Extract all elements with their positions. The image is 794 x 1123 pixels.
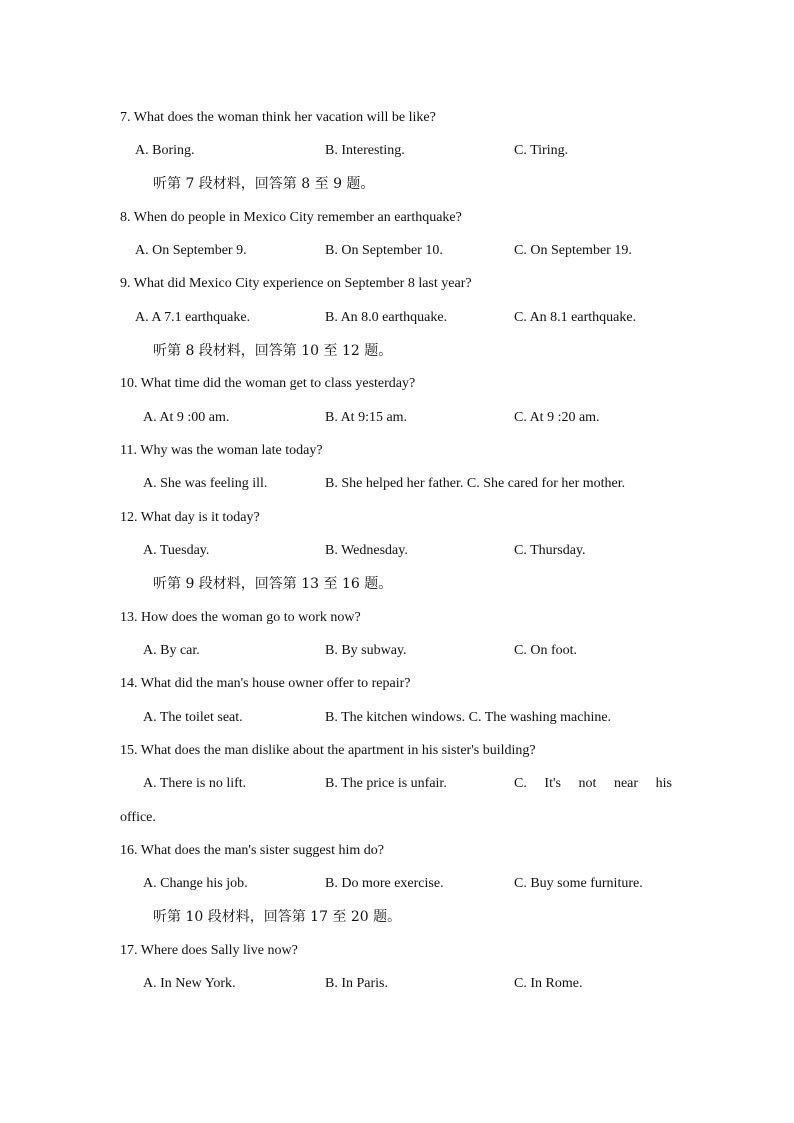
question-15: 15. What does the man dislike about the apartment in his sister's building? <box>120 743 536 758</box>
q11-option-b-c: B. She helped her father. C. She cared for her mother. <box>325 476 626 491</box>
q15-option-c-continuation: office. <box>120 810 156 825</box>
q13-option-b: B. By subway. <box>325 643 407 658</box>
q9-option-a: A. A 7.1 earthquake. <box>135 310 251 325</box>
q12-option-c: C. Thursday. <box>514 543 586 558</box>
q7-option-c: C. Tiring. <box>514 143 569 158</box>
q15-option-c-part: not <box>578 776 597 791</box>
q15-option-c-part: C. <box>514 776 527 791</box>
q15-option-c <box>514 775 672 793</box>
question-9: 9. What did Mexico City experience on September 8 last year? <box>120 276 472 291</box>
q11-option-a: A. She was feeling ill. <box>143 476 268 491</box>
q12-option-a: A. Tuesday. <box>143 543 210 558</box>
q13-option-c: C. On foot. <box>514 643 577 658</box>
q17-option-a: A. In New York. <box>143 976 236 991</box>
q16-option-b: B. Do more exercise. <box>325 876 444 891</box>
section-heading-10: 听第 10 段材料，回答第 17 至 20 题。 <box>153 909 402 925</box>
q8-option-a: A. On September 9. <box>135 243 247 258</box>
q15-option-a: A. There is no lift. <box>143 776 247 791</box>
q10-option-c: C. At 9 :20 am. <box>514 410 600 425</box>
q17-option-c: C. In Rome. <box>514 976 583 991</box>
question-11: 11. Why was the woman late today? <box>120 443 323 458</box>
question-13: 13. How does the woman go to work now? <box>120 610 361 625</box>
question-8: 8. When do people in Mexico City remember an earthquake? <box>120 210 462 225</box>
q9-option-b: B. An 8.0 earthquake. <box>325 310 448 325</box>
q17-option-b: B. In Paris. <box>325 976 388 991</box>
q9-option-c: C. An 8.1 earthquake. <box>514 310 637 325</box>
q15-option-c-part: his <box>655 776 672 791</box>
q14-option-a: A. The toilet seat. <box>143 710 243 725</box>
q15-option-b: B. The price is unfair. <box>325 776 447 791</box>
q15-option-c-part: It's <box>544 776 561 791</box>
q13-option-a: A. By car. <box>143 643 200 658</box>
q16-option-a: A. Change his job. <box>143 876 248 891</box>
question-17: 17. Where does Sally live now? <box>120 943 298 958</box>
section-heading-7: 听第 7 段材料，回答第 8 至 9 题。 <box>153 176 375 192</box>
q14-option-b-c: B. The kitchen windows. C. The washing machine. <box>325 710 612 725</box>
q12-option-b: B. Wednesday. <box>325 543 408 558</box>
question-16: 16. What does the man's sister suggest him do? <box>120 843 384 858</box>
q15-option-c-part: near <box>613 776 639 791</box>
q7-option-a: A. Boring. <box>135 143 195 158</box>
q10-option-a: A. At 9 :00 am. <box>143 410 230 425</box>
question-14: 14. What did the man's house owner offer to repair? <box>120 676 411 691</box>
question-7: 7. What does the woman think her vacation will be like? <box>120 110 436 125</box>
question-10: 10. What time did the woman get to class yesterday? <box>120 376 416 391</box>
q10-option-b: B. At 9:15 am. <box>325 410 408 425</box>
q8-option-b: B. On September 10. <box>325 243 443 258</box>
q16-option-c: C. Buy some furniture. <box>514 876 643 891</box>
question-12: 12. What day is it today? <box>120 510 260 525</box>
section-heading-8: 听第 8 段材料，回答第 10 至 12 题。 <box>153 343 393 359</box>
q8-option-c: C. On September 19. <box>514 243 632 258</box>
section-heading-9: 听第 9 段材料，回答第 13 至 16 题。 <box>153 576 393 592</box>
q7-option-b: B. Interesting. <box>325 143 405 158</box>
